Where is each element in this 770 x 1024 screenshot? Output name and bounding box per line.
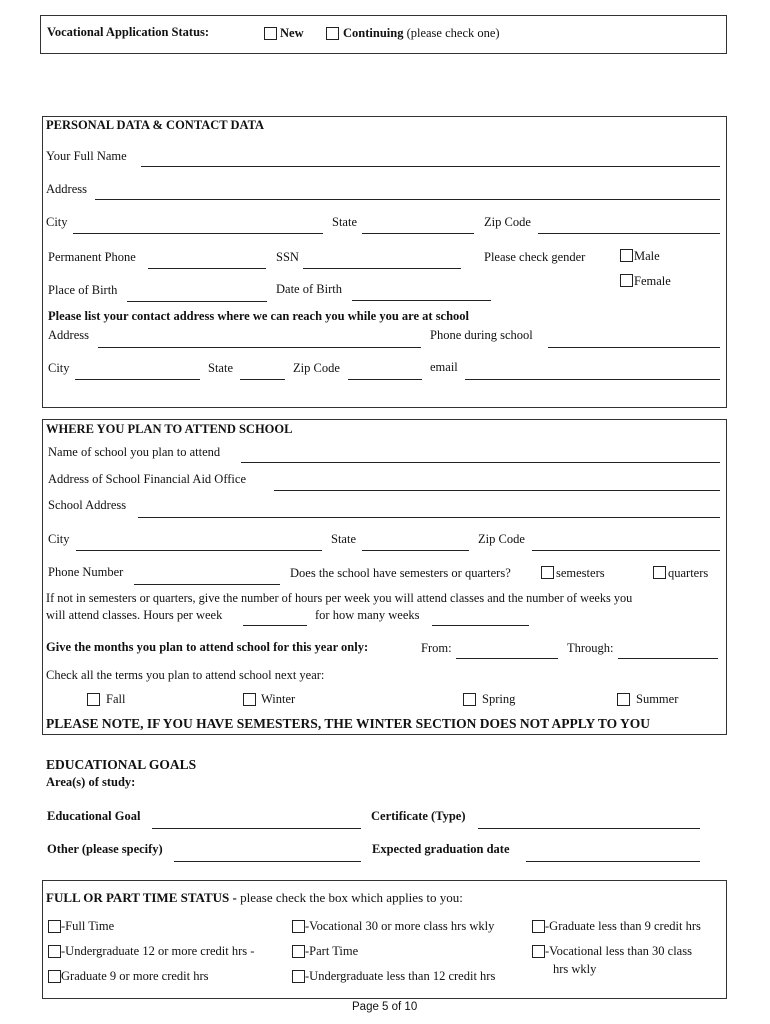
contact-address-label: Address <box>48 328 89 342</box>
school-city-label: City <box>48 532 70 546</box>
vocational-less30-label-cont: hrs wkly <box>553 962 597 976</box>
semesters-label: semesters <box>556 566 605 580</box>
personal-heading: PERSONAL DATA & CONTACT DATA <box>46 118 265 132</box>
school-name-label: Name of school you plan to attend <box>48 445 221 459</box>
school-phone-field[interactable] <box>134 584 280 585</box>
contact-zip-field[interactable] <box>348 379 422 380</box>
state-field[interactable] <box>362 233 474 234</box>
female-checkbox[interactable] <box>620 274 633 287</box>
spring-label: Spring <box>482 692 516 706</box>
full-name-label: Your Full Name <box>46 149 127 163</box>
how-many-weeks-field[interactable] <box>432 625 529 626</box>
fin-aid-address-field[interactable] <box>274 490 720 491</box>
graduation-date-field[interactable] <box>526 861 700 862</box>
how-many-weeks-label: for how many weeks <box>315 608 420 622</box>
vocational-30-label: -Vocational 30 or more class hrs wkly <box>305 919 495 933</box>
vocational-less30-checkbox[interactable] <box>532 945 545 958</box>
contact-city-label: City <box>48 361 70 375</box>
full-time-checkbox[interactable] <box>48 920 61 933</box>
contact-heading: Please list your contact address where we can reach you while you are at school <box>48 309 470 323</box>
fall-label: Fall <box>106 692 126 706</box>
undergrad-less12-label: -Undergraduate less than 12 credit hrs <box>305 969 496 983</box>
zip-field[interactable] <box>538 233 720 234</box>
graduate-9-checkbox[interactable] <box>48 970 61 983</box>
personal-data-box <box>42 116 727 408</box>
undergrad-12-label: -Undergraduate 12 or more credit hrs - <box>61 944 255 958</box>
email-label: email <box>430 360 458 374</box>
contact-zip-label: Zip Code <box>293 361 340 375</box>
terms-prompt: Check all the terms you plan to attend school next year: <box>46 668 325 682</box>
educational-goal-field[interactable] <box>152 828 361 829</box>
part-time-checkbox[interactable] <box>292 945 305 958</box>
other-field[interactable] <box>174 861 361 862</box>
contact-city-field[interactable] <box>75 379 200 380</box>
fall-checkbox[interactable] <box>87 693 100 706</box>
school-zip-field[interactable] <box>532 550 720 551</box>
place-of-birth-label: Place of Birth <box>48 283 118 297</box>
school-address-label: School Address <box>48 498 127 512</box>
from-label: From: <box>421 641 452 655</box>
quarters-label: quarters <box>668 566 709 580</box>
place-of-birth-field[interactable] <box>127 301 267 302</box>
male-checkbox[interactable] <box>620 249 633 262</box>
contact-address-field[interactable] <box>98 347 421 348</box>
school-address-field[interactable] <box>138 517 720 518</box>
date-of-birth-field[interactable] <box>352 300 491 301</box>
area-of-study-label: Area(s) of study: <box>46 775 136 789</box>
phone-during-school-field[interactable] <box>548 347 720 348</box>
through-label: Through: <box>567 641 614 655</box>
vocational-30-checkbox[interactable] <box>292 920 305 933</box>
undergrad-12-checkbox[interactable] <box>48 945 61 958</box>
female-label: Female <box>634 274 671 288</box>
vocational-less30-label: -Vocational less than 30 class <box>545 944 692 958</box>
male-label: Male <box>634 249 660 263</box>
semesters-question: Does the school have semesters or quarters? <box>290 566 511 580</box>
school-name-field[interactable] <box>241 462 720 463</box>
school-phone-label: Phone Number <box>48 565 124 579</box>
winter-label: Winter <box>261 692 296 706</box>
from-field[interactable] <box>456 658 558 659</box>
contact-state-label: State <box>208 361 233 375</box>
new-checkbox[interactable] <box>264 27 277 40</box>
winter-checkbox[interactable] <box>243 693 256 706</box>
permanent-phone-label: Permanent Phone <box>48 250 136 264</box>
email-field[interactable] <box>465 379 720 380</box>
city-label: City <box>46 215 68 229</box>
application-status-label: Vocational Application Status: <box>47 25 210 39</box>
spring-checkbox[interactable] <box>463 693 476 706</box>
graduate-9-label: Graduate 9 or more credit hrs <box>61 969 209 983</box>
undergrad-less12-checkbox[interactable] <box>292 970 305 983</box>
contact-state-field[interactable] <box>240 379 285 380</box>
zip-label: Zip Code <box>484 215 531 229</box>
address-label: Address <box>46 182 87 196</box>
certificate-label: Certificate (Type) <box>371 809 466 823</box>
permanent-phone-field[interactable] <box>148 268 266 269</box>
graduation-date-label: Expected graduation date <box>372 842 510 856</box>
fin-aid-address-label: Address of School Financial Aid Office <box>48 472 246 486</box>
other-label: Other (please specify) <box>47 842 163 856</box>
city-field[interactable] <box>73 233 323 234</box>
graduate-less9-label: -Graduate less than 9 credit hrs <box>545 919 701 933</box>
phone-during-school-label: Phone during school <box>430 328 533 342</box>
semesters-checkbox[interactable] <box>541 566 554 579</box>
gender-prompt: Please check gender <box>484 250 586 264</box>
state-label: State <box>332 215 357 229</box>
part-time-label: -Part Time <box>305 944 359 958</box>
goals-heading: EDUCATIONAL GOALS <box>46 757 197 772</box>
hours-per-week-field[interactable] <box>243 625 307 626</box>
months-label: Give the months you plan to attend school for this year only: <box>46 640 369 654</box>
educational-goal-label: Educational Goal <box>47 809 141 823</box>
school-zip-label: Zip Code <box>478 532 525 546</box>
certificate-field[interactable] <box>478 828 700 829</box>
hours-instructions-line2: will attend classes. Hours per week <box>46 608 223 622</box>
full-time-label: -Full Time <box>61 919 115 933</box>
school-city-field[interactable] <box>76 550 322 551</box>
school-state-label: State <box>331 532 356 546</box>
through-field[interactable] <box>618 658 718 659</box>
winter-note: PLEASE NOTE, IF YOU HAVE SEMESTERS, THE WINTER SECTION DOES NOT APPLY TO YOU <box>46 716 651 731</box>
summer-checkbox[interactable] <box>617 693 630 706</box>
continuing-checkbox[interactable] <box>326 27 339 40</box>
full-name-field[interactable] <box>141 166 720 167</box>
school-state-field[interactable] <box>362 550 469 551</box>
quarters-checkbox[interactable] <box>653 566 666 579</box>
page-number: Page 5 of 10 <box>352 1001 418 1013</box>
date-of-birth-label: Date of Birth <box>276 282 342 296</box>
school-heading: WHERE YOU PLAN TO ATTEND SCHOOL <box>46 422 293 436</box>
address-field[interactable] <box>95 199 720 200</box>
summer-label: Summer <box>636 692 679 706</box>
ssn-label: SSN <box>276 250 299 264</box>
new-label: New <box>280 26 304 40</box>
graduate-less9-checkbox[interactable] <box>532 920 545 933</box>
ssn-field[interactable] <box>303 268 461 269</box>
enrollment-status-heading: FULL OR PART TIME STATUS - please check the box which applies to you: <box>46 890 463 905</box>
hours-instructions-line1: If not in semesters or quarters, give the number of hours per week you will attend classes and the number of weeks you <box>46 591 633 605</box>
continuing-text: Continuing (please check one) <box>343 26 500 40</box>
